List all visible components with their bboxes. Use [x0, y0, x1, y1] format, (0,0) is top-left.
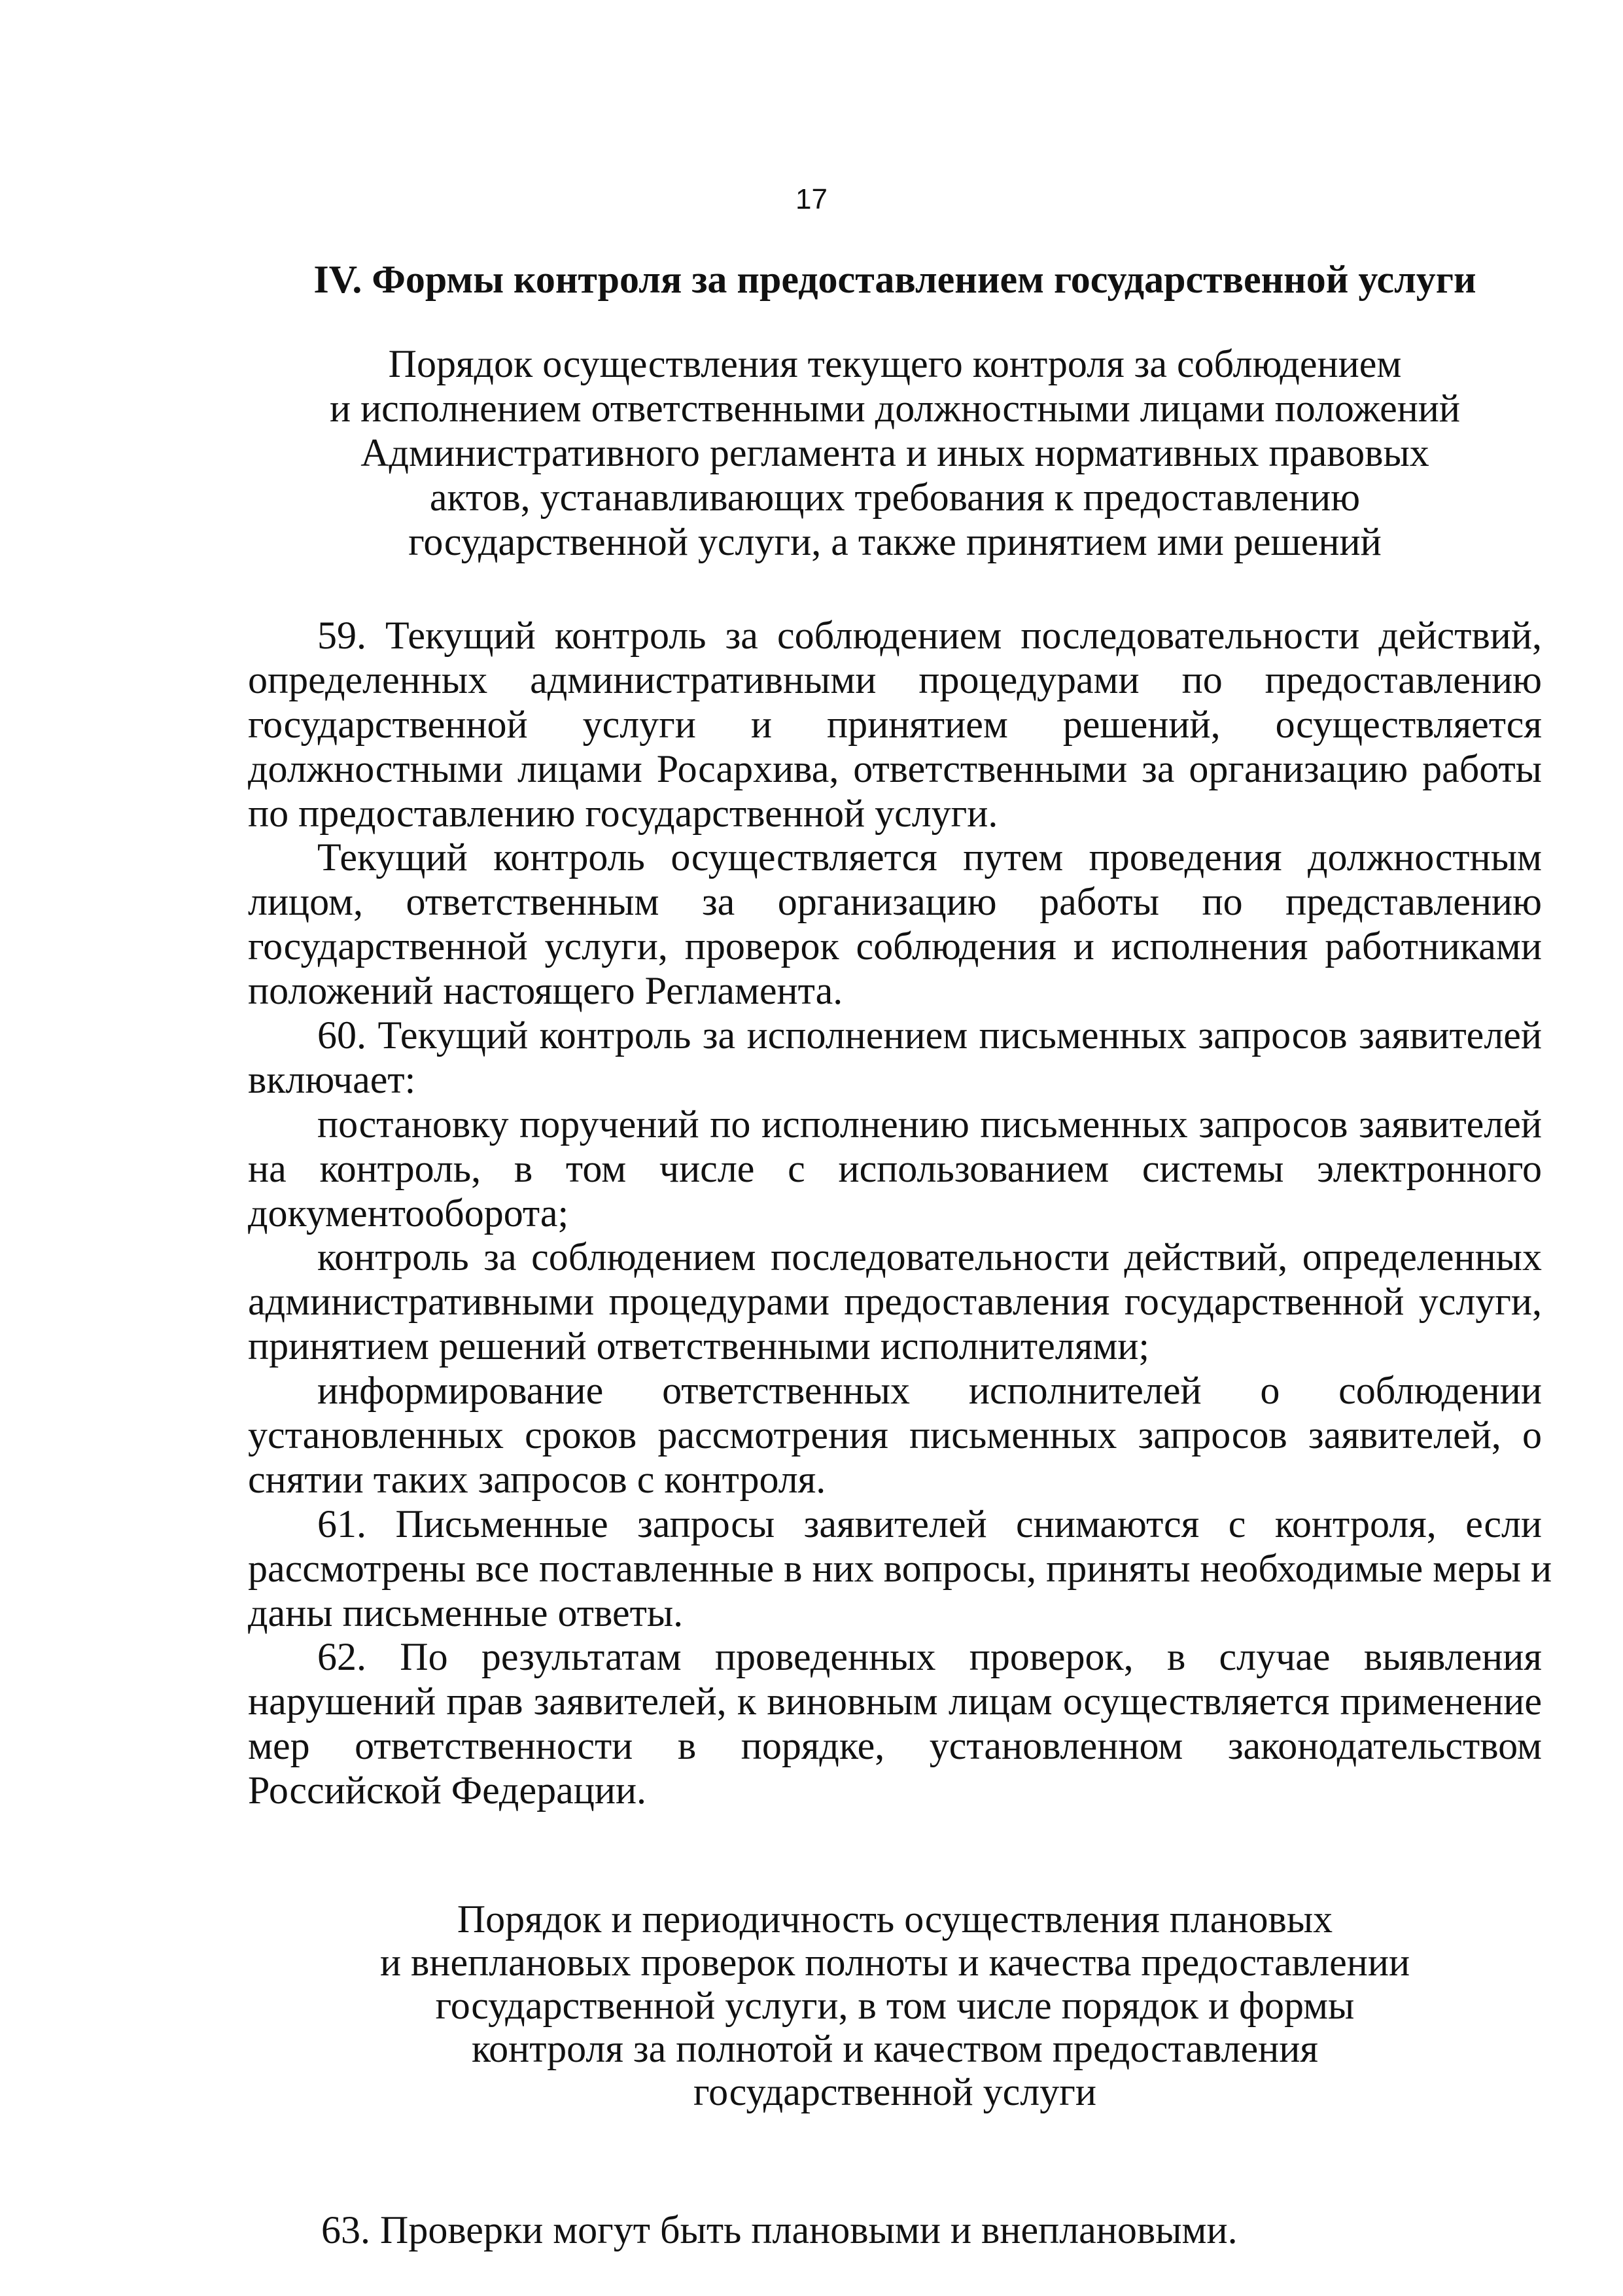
- section-heading: IV. Формы контроля за предоставлением государственной услуги: [313, 258, 1476, 301]
- paragraph-line: государственной услуги и принятием решений, осуществляется: [248, 702, 1542, 746]
- paragraph-line: на контроль, в том числе с использованием системы электронного: [248, 1146, 1542, 1190]
- paragraph-line: по предоставлению государственной услуги.: [248, 791, 998, 835]
- subheading-line: Порядок и периодичность осуществления плановых: [457, 1898, 1333, 1941]
- paragraph-line: 62. По результатам проведенных проверок, в случае выявления: [317, 1635, 1542, 1679]
- paragraph-line: принятием решений ответственными исполнителями;: [248, 1324, 1150, 1368]
- paragraph: [248, 1014, 1542, 1103]
- paragraph-line: установленных сроков рассмотрения письменных запросов заявителей, о: [248, 1413, 1542, 1457]
- paragraph-line: включает:: [248, 1057, 416, 1101]
- subheading-inspections: [248, 1898, 1542, 2113]
- paragraph-line: нарушений прав заявителей, к виновным лицам осуществляется применение: [248, 1680, 1542, 1723]
- subheading-line: государственной услуги, в том числе порядок и формы: [435, 1984, 1355, 2027]
- paragraph-line: 59. Текущий контроль за соблюдением последовательности действий,: [317, 614, 1542, 657]
- paragraph-63: 63. Проверки могут быть плановыми и внеплановыми.: [321, 2208, 1238, 2252]
- paragraph: [248, 836, 1542, 1014]
- paragraph: [248, 1369, 1542, 1502]
- subheading-line: Административного регламента и иных нормативных правовых: [360, 431, 1429, 474]
- paragraph-line: государственной услуги, проверок соблюдения и исполнения работниками: [248, 925, 1542, 968]
- subheading-line: Порядок осуществления текущего контроля за соблюдением: [388, 342, 1402, 385]
- paragraph: [248, 1635, 1542, 1813]
- subheading-line: государственной услуги, а также принятием ими решений: [408, 520, 1382, 563]
- paragraph-line: документооборота;: [248, 1191, 569, 1235]
- page-number: 17: [795, 183, 828, 215]
- paragraph-line: 61. Письменные запросы заявителей снимаются с контроля, если: [317, 1502, 1542, 1545]
- subheading-current-control: [248, 342, 1542, 564]
- paragraph-line: лицом, ответственным за организацию работы по представлению: [248, 880, 1542, 924]
- paragraph: [248, 1502, 1552, 1636]
- paragraph-line: контроль за соблюдением последовательности действий, определенных: [317, 1235, 1542, 1279]
- paragraph: [248, 1103, 1542, 1236]
- paragraph-line: определенных административными процедурами по предоставлению: [248, 658, 1542, 701]
- paragraph: [248, 1235, 1542, 1369]
- paragraph-line: 60. Текущий контроль за исполнением письменных запросов заявителей: [317, 1014, 1542, 1057]
- subheading-line: государственной услуги: [693, 2070, 1096, 2113]
- paragraph-line: административными процедурами предоставления государственной услуги,: [248, 1280, 1542, 1324]
- paragraph-line: даны письменные ответы.: [248, 1591, 684, 1634]
- paragraph-line: рассмотрены все поставленные в них вопросы, приняты необходимые меры и: [248, 1546, 1552, 1590]
- paragraph-line: Российской Федерации.: [248, 1769, 647, 1812]
- body-text: [248, 614, 1552, 1813]
- subheading-line: актов, устанавливающих требования к предоставлению: [429, 476, 1361, 519]
- subheading-line: и исполнением ответственными должностными лицами положений: [329, 387, 1461, 430]
- paragraph: [248, 614, 1542, 836]
- paragraph-line: должностными лицами Росархива, ответственными за организацию работы: [248, 747, 1542, 790]
- subheading-line: и внеплановых проверок полноты и качества предоставлении: [379, 1941, 1410, 1984]
- paragraph-line: снятии таких запросов с контроля.: [248, 1457, 826, 1501]
- paragraph-line: положений настоящего Регламента.: [248, 969, 843, 1013]
- paragraph-line: Текущий контроль осуществляется путем проведения должностным: [317, 836, 1542, 879]
- paragraph-line: мер ответственности в порядке, установленном законодательством: [248, 1724, 1542, 1768]
- paragraph-line: информирование ответственных исполнителей о соблюдении: [317, 1369, 1542, 1413]
- subheading-line: контроля за полнотой и качеством предоставления: [472, 2027, 1318, 2070]
- paragraph-line: постановку поручений по исполнению письменных запросов заявителей: [317, 1102, 1542, 1146]
